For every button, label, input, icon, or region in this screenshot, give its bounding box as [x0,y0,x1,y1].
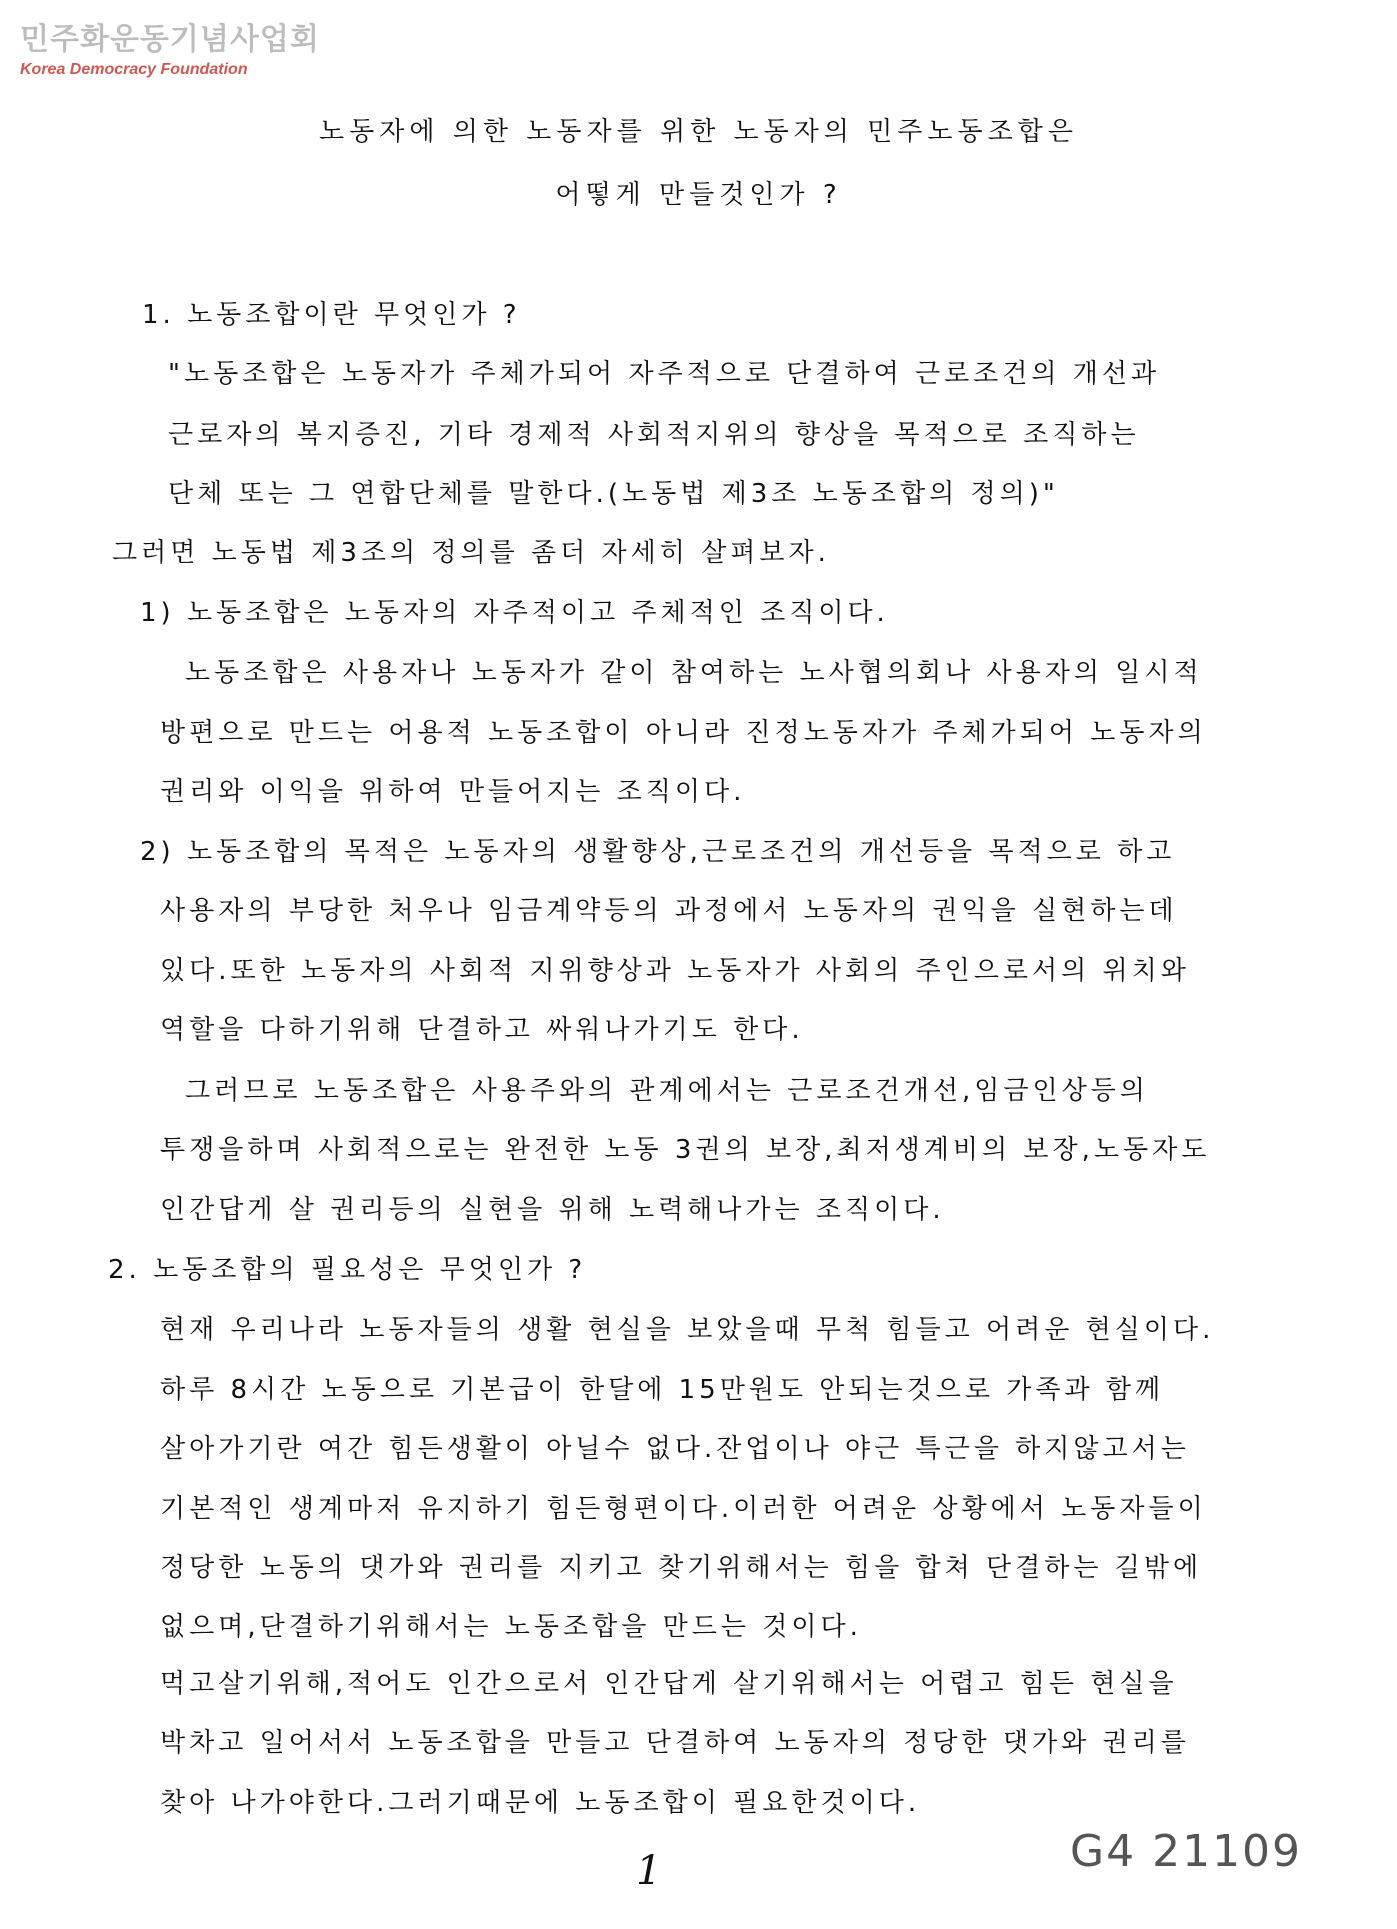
document-title-line-2: 어떻게 만들것인가 ? [555,180,842,210]
text-line: 그러므로 노동조합은 사용주와의 관계에서는 근로조건개선,임금인상등의 [185,1076,1149,1106]
section-1-heading: 1. 노동조합이란 무엇인가 ? [142,300,521,330]
logo-english-text: Korea Democracy Foundation [20,61,248,78]
text-line: 방편으로 만드는 어용적 노동조합이 아니라 진정노동자가 주체가되어 노동자의 [160,718,1207,748]
logo-korean-text: 민주화운동기념사업회 [20,22,320,57]
text-line: 없으며,단결하기위해서는 노동조합을 만드는 것이다. [160,1612,862,1642]
text-line: 그러면 노동법 제3조의 정의를 좀더 자세히 살펴보자. [112,538,830,568]
document-title-line-1: 노동자에 의한 노동자를 위한 노동자의 민주노동조합은 [319,117,1078,147]
text-line: 인간답게 살 권리등의 실현을 위해 노력해나가는 조직이다. [160,1195,945,1225]
section-2-heading: 2. 노동조합의 필요성은 무엇인가 ? [108,1255,587,1285]
text-line: 역할을 다하기위해 단결하고 싸워나가기도 한다. [160,1015,804,1045]
text-line: 살아가기란 여간 힘든생활이 아닐수 없다.잔업이나 야근 특근을 하지않고서는 [160,1434,1190,1464]
text-line: 근로자의 복지증진, 기타 경제적 사회적지위의 향상을 목적으로 조직하는 [168,420,1140,450]
page-number: 1 [636,1848,662,1894]
text-line: 박차고 일어서서 노동조합을 만들고 단결하여 노동자의 정당한 댓가와 권리를 [160,1728,1190,1758]
text-line: 투쟁을하며 사회적으로는 완전한 노동 3권의 보장,최저생계비의 보장,노동자도 [160,1135,1211,1165]
text-line: 기본적인 생계마저 유지하기 힘든형편이다.이러한 어려운 상황에서 노동자들이 [160,1494,1207,1524]
text-line: "노동조합은 노동자가 주체가되어 자주적으로 단결하여 근로조건의 개선과 [168,359,1161,389]
subsection-2-heading: 2) 노동조합의 목적은 노동자의 생활향상,근로조건의 개선등을 목적으로 하고 [140,837,1176,867]
text-line: 노동조합은 사용자나 노동자가 같이 참여하는 노사협의회나 사용자의 일시적 [185,658,1203,688]
text-line: 사용자의 부당한 처우나 임금계약등의 과정에서 노동자의 권익을 실현하는데 [160,896,1178,926]
text-line: 하루 8시간 노동으로 기본급이 한달에 15만원도 안되는것으로 가족과 함께 [160,1375,1165,1405]
subsection-1-heading: 1) 노동조합은 노동자의 자주적이고 주체적인 조직이다. [140,598,889,628]
text-line: 먹고살기위해,적어도 인간으로서 인간답게 살기위해서는 어렵고 힘든 현실을 [160,1669,1178,1699]
text-line: 정당한 노동의 댓가와 권리를 지키고 찾기위해서는 힘을 합쳐 단결하는 길밖에 [160,1553,1203,1583]
handwritten-document-code: G4 21109 [1070,1826,1303,1877]
text-line: 있다.또한 노동자의 사회적 지위향상과 노동자가 사회의 주인으로서의 위치와 [160,956,1190,986]
text-line: 단체 또는 그 연합단체를 말한다.(노동법 제3조 노동조합의 정의)" [168,479,1059,509]
text-line: 권리와 이익을 위하여 만들어지는 조직이다. [160,777,746,807]
foundation-logo [20,22,320,80]
text-line: 현재 우리나라 노동자들의 생활 현실을 보았을때 무척 힘들고 어려운 현실이다. [160,1315,1215,1345]
text-line: 찾아 나가야한다.그러기때문에 노동조합이 필요한것이다. [160,1788,921,1818]
